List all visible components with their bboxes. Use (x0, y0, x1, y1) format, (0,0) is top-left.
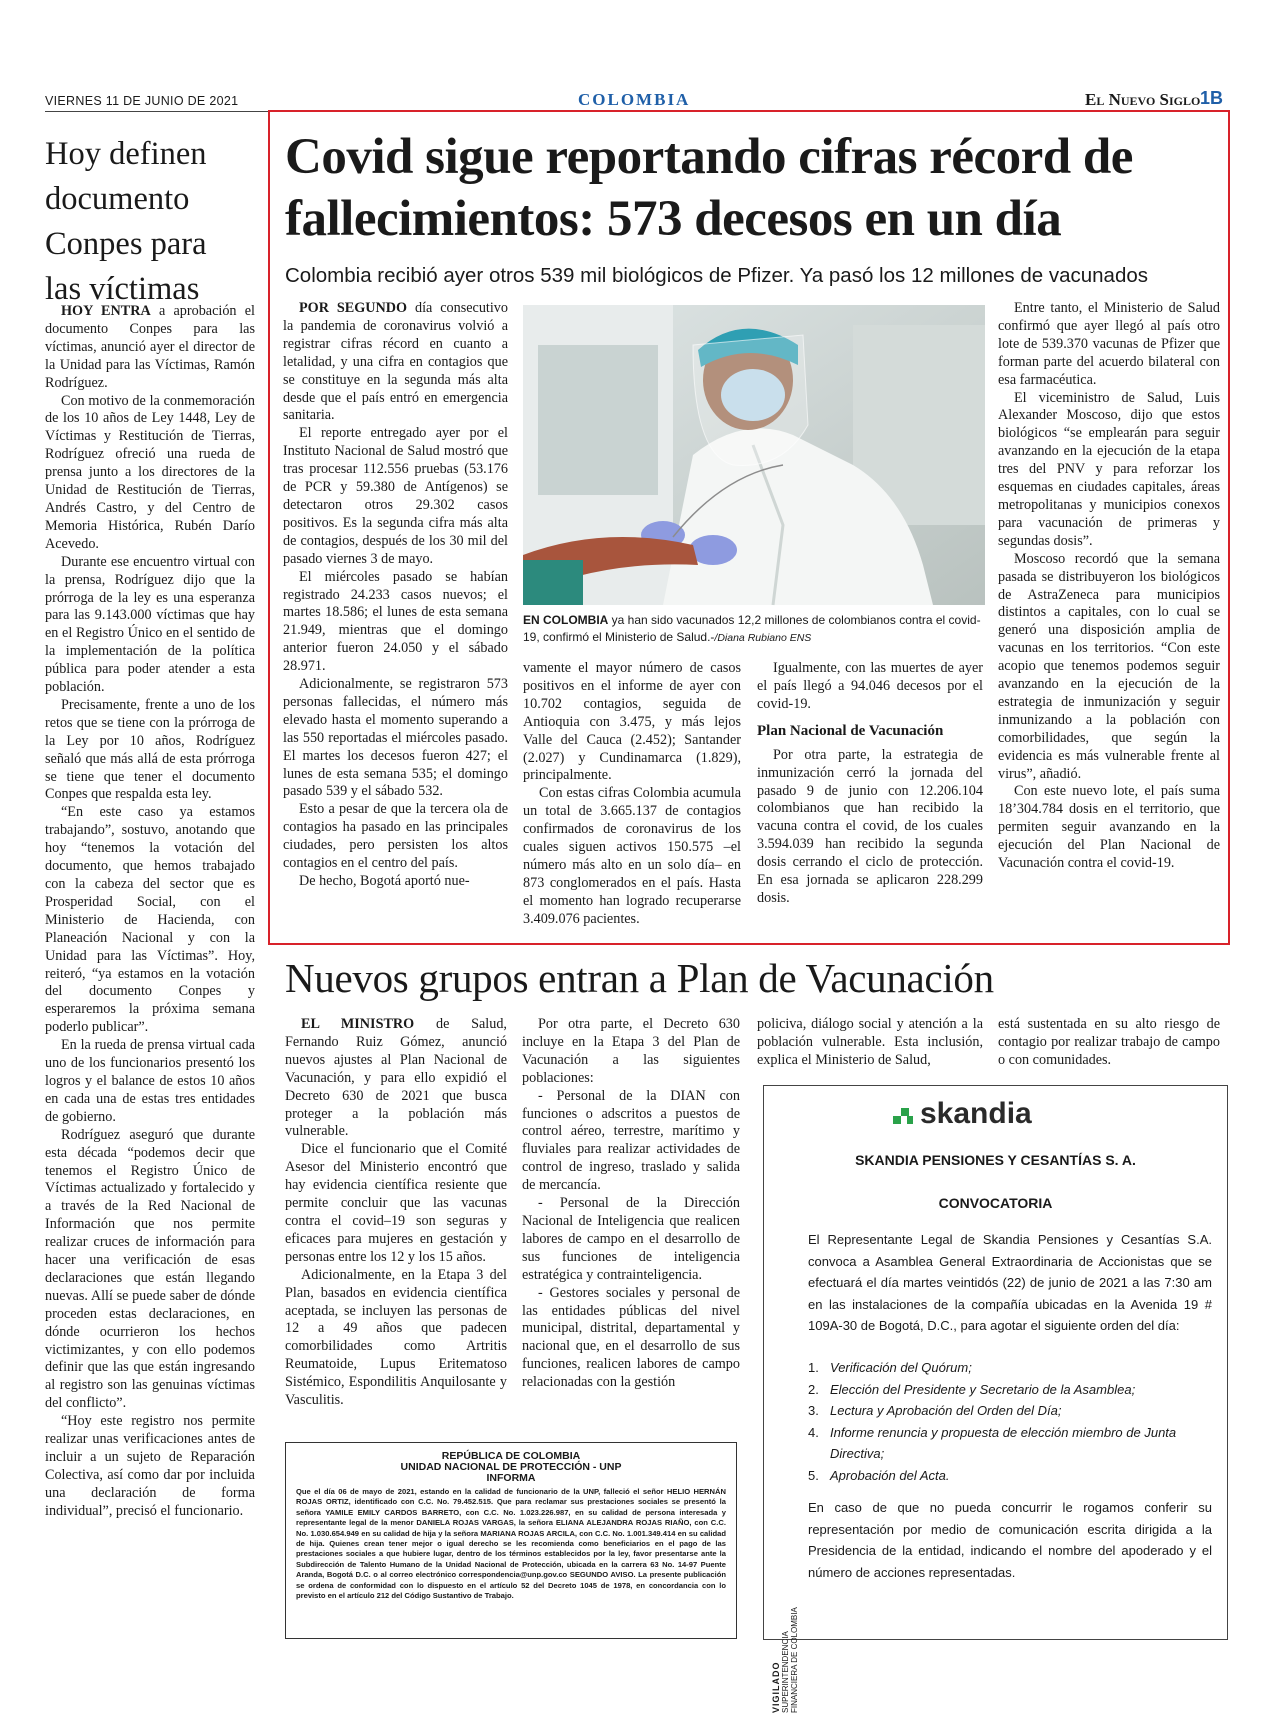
skandia-logo-icon (893, 1104, 915, 1126)
agenda-text: Aprobación del Acta. (830, 1467, 950, 1483)
vaccination-subhead: Plan Nacional de Vacunación (757, 722, 944, 739)
photo-caption (523, 612, 985, 647)
caption-text: ya han sido vacunados 12,2 millones de colombianos contra el covid-19, confirmó el Ministerio de Salud.- (523, 613, 981, 644)
paragraph: Igualmente, con las muertes de ayer el país llegó a 94.046 decesos por el covid-19. (757, 660, 983, 712)
ad-convocatoria: CONVOCATORIA (938, 1195, 1053, 1211)
paragraph: vamente el mayor número de casos positivos en el informe de ayer con 10.702 contagios, seguida de Antioquia con 3.475, y más lejos Valle del Cauca (2.452); Santander (2.027) y Cundinamarca (1.829), principalmente. (523, 660, 741, 784)
agenda-text: Lectura y Aprobación del Orden del Día; (830, 1403, 1062, 1418)
vigilado-stamp (770, 1380, 800, 1713)
paragraph: - Personal de la DIAN con funciones o adscritos a puestos de control aéreo, terrestre, marítimo y fluviales para realizar actividades de control de ingreso, traslado y salida de mercancía. (522, 1087, 740, 1194)
paragraph: De hecho, Bogotá aportó nue- (299, 873, 470, 889)
paragraph: a aprobación el documento Conpes para las víctimas, anunció ayer el director de la Unidad para las Víctimas, Ramón Rodríguez. (45, 303, 256, 391)
vaccination-photo-illustration (523, 305, 985, 605)
agenda-number: 2. (808, 1381, 819, 1397)
paragraph: Adicionalmente, se registraron 573 personas fallecidas, el número más elevado hasta el momento superando a las 550 reportadas el miércoles pasado. El martes los decesos fueron 427; el lunes de esta semana 535; el domingo pasado 539 y el sábado 532. (283, 676, 508, 800)
ad-outro: En caso de que no pueda concurrir le rogamos conferir su representación por medio de comunicación escrita dirigida a la Presidencia de la entidad, indicando el nombre del apoderado y el número de acciones representadas. (808, 1500, 1212, 1580)
paragraph: Por otra parte, la estrategia de inmunización cerró la jornada del pasado 9 de junio con 12.206.104 colombianos que han recibido la vacuna contra el covid, de los cuales 3.594.039 han recibido la segunda dosis cerrando el ciclo de protección. En esa jornada se aplicaron 228.299 dosis. (757, 746, 983, 906)
paragraph: Con motivo de la conmemoración de los 10 años de Ley 1448, Ley de Víctimas y Restitución de Tierras, Rodríguez ofreció una rueda de prensa junto a los directores de la Unidad de Restitución de Tierras, Andrés Castro, y del Centro de Memoria Histórica, Rubén Darío Acevedo. (45, 392, 255, 552)
notice-line-2: UNIDAD NACIONAL DE PROTECCIÓN - UNP (400, 1461, 622, 1473)
paragraph: Por otra parte, el Decreto 630 incluye en la Etapa 3 del Plan de Vacunación a las siguientes poblaciones: (522, 1016, 740, 1086)
issue-date: VIERNES 11 DE JUNIO DE 2021 (45, 94, 239, 108)
agenda-item (808, 1357, 1212, 1379)
agenda-item (808, 1379, 1212, 1401)
ad-company-name: SKANDIA PENSIONES Y CESANTÍAS S. A. (855, 1152, 1136, 1168)
paragraph: día consecutivo la pandemia de coronavirus volvió a registrar cifras récord en cuanto a letalidad, y una cifra en contagios que se constituye en la segunda más alta desde que el país entró en emergencia sanitaria. (283, 300, 508, 424)
caption-credit: /Diana Rubiano ENS (714, 632, 812, 644)
main-article-col-2 (523, 660, 741, 932)
second-article-col-2 (522, 1016, 740, 1428)
second-article-title: Nuevos grupos entran a Plan de Vacunación (285, 955, 994, 1001)
vigilado-label: VIGILADO (771, 1661, 781, 1713)
left-article-lead: HOY ENTRA (61, 303, 151, 319)
paragraph: En la rueda de prensa virtual cada uno de los funcionarios presentó los logros y el balance de estos 10 años en cada una de estas tres entidades de gobierno. (45, 1037, 255, 1125)
main-article-col-1 (283, 300, 508, 932)
unp-notice (285, 1442, 737, 1639)
agenda-number: 3. (808, 1403, 819, 1418)
superintendencia-label: SUPERINTENDENCIA FINANCIERA DE COLOMBIA (781, 1607, 799, 1713)
paragraph: El reporte entregado ayer por el Instituto Nacional de Salud mostró que tras procesar 112.556 pruebas (53.176 de PCR y 59.380 de Antígenos) se detectaron otros 29.302 casos positivos. Es la segunda cifra más alta de contagios, después de los 30 mil del pasado viernes 3 de mayo. (283, 425, 508, 567)
left-article-title: Hoy definen documento Conpes para las víctimas (45, 136, 207, 307)
caption-lead: EN COLOMBIA (523, 613, 609, 627)
paragraph: Con este nuevo lote, el país suma 18’304.784 dosis en el territorio, que permiten seguir avanzando en la ejecución del Plan Nacional de Vacunación contra el covid-19. (998, 783, 1220, 872)
main-article-title: Covid sigue reportando cifras récord de fallecimientos: 573 decesos en un día (285, 129, 1133, 247)
main-article-col-3 (757, 660, 983, 932)
second-article-col-3 (757, 1016, 983, 1076)
ad-agenda-list (808, 1357, 1212, 1486)
paragraph: está sustentada en su alto riesgo de contagio por realizar trabajo de campo o con comunidades. (998, 1016, 1220, 1068)
main-article-subtitle: Colombia recibió ayer otros 539 mil biológicos de Pfizer. Ya pasó los 12 millones de vacunados (285, 264, 1148, 287)
paragraph: Adicionalmente, en la Etapa 3 del Plan, basados en evidencia científica aceptada, se incluyen las personas de 12 a 49 años que padecen comorbilidades como Artritis Reumatoide, Lupus Eritematoso Sistémico, Espondilitis Anquilosante y Vasculitis. (285, 1266, 507, 1409)
newspaper-name: El Nuevo Siglo (1085, 90, 1201, 109)
paragraph: Entre tanto, el Ministerio de Salud confirmó que ayer llegó al país otro lote de 539.370 vacunas de Pfizer que forman parte del acuerdo bilateral con esa farmacéutica. (998, 300, 1220, 388)
agenda-item (808, 1400, 1212, 1422)
agenda-text: Informe renuncia y propuesta de elección miembro de Junta Directiva; (830, 1424, 1177, 1461)
main-article-lead: POR SEGUNDO (299, 300, 408, 316)
left-article-body (45, 303, 255, 1648)
agenda-number: 1. (808, 1360, 819, 1375)
agenda-text: Elección del Presidente y Secretario de la Asamblea; (830, 1381, 1136, 1397)
agenda-number: 5. (808, 1467, 819, 1483)
paragraph: Esto a pesar de que la tercera ola de contagios ha pasado en las principales ciudades, pero persisten los altos contagios en el centro del país. (283, 801, 508, 872)
paragraph: - Personal de la Dirección Nacional de Inteligencia que realicen labores de campo en el desarrollo de sus funciones de inteligencia estratégica y contrainteligencia. (522, 1195, 740, 1283)
paragraph: Dice el funcionario que el Comité Asesor del Ministerio encontró que hay evidencia científica resiente que permite concluir que las vacunas contra el covid–19 son seguras y eficaces para mujeres en gestación y personas entre los 12 y los 15 años. (285, 1141, 507, 1265)
paragraph: El miércoles pasado se habían registrado 24.233 casos nuevos; el martes 18.586; el lunes de esta semana 21.949, mientras que el domingo anterior fueron 24.050 y el sábado 28.971. (283, 568, 508, 675)
vigilado-text (772, 1603, 799, 1713)
agenda-number: 4. (808, 1424, 819, 1440)
paragraph: de Salud, Fernando Ruiz Gómez, anunció nuevos ajustes al Plan Nacional de Vacunación, y para ello expidió el Decreto 630 de 2021 que busca proteger a la población más vulnerable. (285, 1016, 507, 1140)
agenda-text: Verificación del Quórum; (830, 1360, 972, 1375)
paragraph: Con estas cifras Colombia acumula un total de 3.665.137 de contagios confirmados de coronavirus de los cuales siguen activos 150.575 –el número más alto en un solo día– en 873 conglomerados en el país. Hasta el momento han logrado recuperarse 3.409.076 pacientes. (523, 785, 741, 927)
paragraph: Moscoso recordó que la semana pasada se distribuyeron los biológicos de AstraZeneca para municipios distintos a capitales, con lo cual se generó una disposición amplia de vacunas en los territorios. “Con este acopio que tenemos podemos seguir avanzando en la ejecución de la estrategia de inmunización y seguir inmunizando a la población con comorbilidades, que según la evidencia es más vulnerable frente al virus”, añadió. (998, 550, 1220, 782)
paragraph: Precisamente, frente a uno de los retos que se tiene con la prórroga de la Ley por 10 años, Rodríguez señaló que más allá de esta prórroga se tiene que tener el documento Conpes que respalda esta ley. (45, 696, 255, 803)
skandia-logo-text: skandia (920, 1097, 1032, 1130)
notice-line-3: INFORMA (486, 1472, 536, 1484)
notice-line-1: REPÚBLICA DE COLOMBIA (441, 1450, 581, 1462)
agenda-item (808, 1465, 1212, 1487)
notice-body: Que el día 06 de mayo de 2021, estando en la calidad de funcionario de la UNP, falleció el señor HELIO HERNÁN ROJAS ORTIZ, identificado con C.C. No. 79.452.515. Que para reclamar sus prestaciones sociales se presentó la señora YAMILE EMILY CARDOS BARRETO, con C.C. No. 1.023.226.987, en su calidad de persona interesada y representante legal de la menor DANIELA ROJAS VARGAS, la señora ELIANA ALEJANDRA ROJAS RIAÑO, con C.C. No. 1.030.654.949 en su calidad de hija y la señora MARIANA ROJAS ARCILA, con C.C. No. 1.001.349.414 en su calidad de hija. Quienes crean tener mejor o igual derecho se les recomienda como beneficiarios en el pago de las prestaciones sociales a que hubiere lugar, dentro de los términos establecidos por la ley, favor presentarse ante la Subdirección de Talento Humano de la Unidad Nacional de Protección, ubicada en la carrera 63 No. 14-97 Puente Aranda, Bogotá D.C. o al correo electrónico correspondencia@unp.gov.co SEGUNDO AVISO. La presente publicación se ordena de conformidad con lo dispuesto en el artículo 52 del Decreto 1045 de 1978, en concordancia con lo previsto en el artículo 212 del Código Sustantivo de Trabajo. (296, 1487, 726, 1601)
ad-intro: El Representante Legal de Skandia Pensiones y Cesantías S.A. convoca a Asamblea General Extraordinaria de Accionistas que se efectuará el día martes veintidós (22) de junio de 2021 a las 7:30 am en las instalaciones de la compañía ubicadas en la Avenida 19 # 109A-30 de Bogotá, D.C., para agotar el siguiente orden del día: (808, 1232, 1212, 1333)
second-article-col-1 (285, 1016, 507, 1428)
main-article-col-4 (998, 300, 1220, 932)
agenda-item (808, 1422, 1212, 1465)
vaccination-photo (523, 305, 985, 605)
second-article-lead: EL MINISTRO (301, 1016, 415, 1032)
section-name: COLOMBIA (578, 90, 691, 109)
paragraph: policiva, diálogo social y atención a la población vulnerable. Esta inclusión, explica el Ministerio de Salud, (757, 1016, 983, 1068)
paragraph: - Gestores sociales y personal de las entidades públicas del nivel municipal, distrital, departamental y nacional que, en el desarrollo de sus funciones, realicen labores de campo relacionadas con la gestión (522, 1284, 740, 1391)
paragraph: “Hoy este registro nos permite realizar unas verificaciones antes de incluir a un sujeto de Reparación Colectiva, así como dar por incluida una declaración de forma individual”, precisó el funcionario. (45, 1413, 255, 1519)
second-article-col-4 (998, 1016, 1220, 1076)
page-number: 1B (1200, 88, 1224, 108)
paragraph: “En este caso ya estamos trabajando”, sostuvo, anotando que hoy “tenemos la votación del documento, que hemos trabajado con la cabeza del sector que es Prosperidad Social, con el Ministerio de Hacienda, con Planeación Nacional y con la Unidad para las Víctimas”. Hoy, reiteró, “ya estamos en la votación del documento Conpes y esperaremos la próxima semana poderlo publicar”. (45, 804, 255, 1036)
paragraph: El viceministro de Salud, Luis Alexander Moscoso, dijo que estos biológicos “se emplearán para seguir avanzando en la ejecución de la etapa tres del PNV y para reforzar los esquemas en ciudades capitales, áreas metropolitanas y municipios conexos para vacunación de primeras y segundas dosis”. (998, 389, 1220, 549)
paragraph: Durante ese encuentro virtual con la prensa, Rodríguez dijo que la prórroga de la ley es una esperanza para las 9.143.000 víctimas que hay en el Registro Único en el sentido de la implementación de la política pública para poder atender a esta población. (45, 553, 255, 696)
paragraph: Rodríguez aseguró que durante esta década “podemos decir que tenemos el Registro Único de Víctimas actualizado y fortalecido y a través de la Red Nacional de Información que nos permite realizar cruces de información para hacer una verificación de esas declaraciones que están llegando nuevas. Allí se puede saber de dónde proceden estas declaraciones, en dónde ocurrieron los hechos victimizantes, y con ello podemos definir que las que están ingresando al registro son las genuinas víctimas del conflicto”. (45, 1126, 255, 1412)
